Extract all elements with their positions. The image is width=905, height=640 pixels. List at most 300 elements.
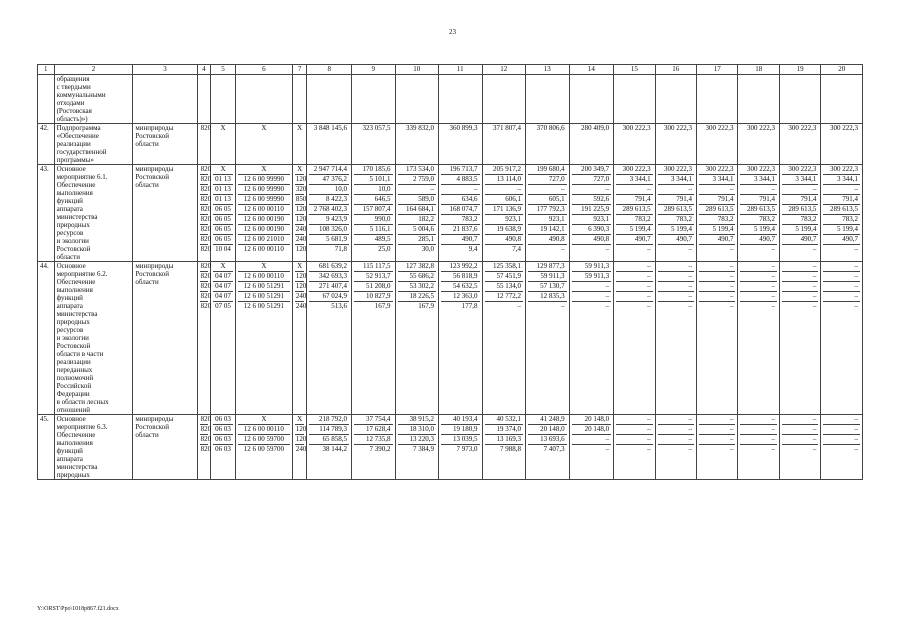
value-line: 13 693,6: [528, 435, 567, 445]
value-line: 167,9: [418, 302, 435, 310]
amount-cell: [779, 262, 820, 415]
code-cell: [292, 165, 307, 262]
text-line: области: [56, 253, 80, 261]
value-line: 173 534,0: [398, 165, 437, 175]
value-line: 177 792,3: [528, 205, 567, 215]
value-line: 791,4: [699, 195, 735, 205]
value-line: 9 423,9: [309, 215, 349, 225]
value-line: –: [823, 292, 860, 302]
code-cell: [211, 165, 236, 262]
value-line: –: [699, 415, 735, 425]
value-line: 13 220,3: [398, 435, 437, 445]
value-line: –: [782, 415, 818, 425]
value-line: 120: [295, 245, 307, 253]
value-line: 490,7: [823, 235, 860, 245]
value-line: –: [572, 435, 612, 445]
text-line: министерства: [56, 213, 98, 221]
value-line: –: [782, 262, 818, 272]
value-line: 3 344,1: [699, 175, 735, 185]
text-line: отходами: [56, 99, 85, 107]
value-line: 3 344,1: [740, 175, 776, 185]
value-line: –: [823, 415, 860, 425]
value-line: 342 693,3: [309, 272, 349, 282]
amount-cell: [697, 262, 738, 415]
empty-cell: [395, 75, 439, 124]
value-line: 300 222,3: [782, 165, 818, 175]
value-line: X: [238, 415, 290, 425]
value-line: 5 199,4: [616, 225, 652, 235]
value-line: 10,0: [354, 185, 393, 195]
text-line: ресурсов: [56, 326, 84, 334]
amount-cell: [307, 124, 352, 165]
value-line: 40 532,1: [485, 415, 524, 425]
column-number-cell: 15: [614, 65, 655, 75]
name-cell: [54, 415, 133, 480]
value-line: 5 199,4: [740, 225, 776, 235]
value-line: 820: [200, 175, 212, 183]
value-line: 783,2: [658, 215, 694, 225]
value-line: 783,2: [441, 215, 480, 225]
text-line: аппарата: [56, 205, 83, 213]
value-line: 40 193,4: [441, 415, 480, 425]
amount-cell: [821, 124, 863, 165]
value-line: 3 344,1: [782, 175, 818, 185]
value-line: –: [517, 302, 522, 310]
text-line: области в части: [56, 350, 104, 358]
value-line: 820: [200, 302, 212, 310]
value-line: 67 024,9: [309, 292, 349, 302]
amount-cell: [569, 124, 614, 165]
column-number-cell: 13: [526, 65, 570, 75]
executor-cell: [133, 165, 197, 262]
row-number-cell: 45.: [38, 415, 55, 480]
value-line: 65 858,5: [309, 435, 349, 445]
value-line: 170 185,6: [354, 165, 393, 175]
value-line: 820: [200, 262, 212, 270]
value-line: 3 848 145,6: [313, 124, 347, 132]
value-line: 06 03: [215, 445, 231, 453]
value-line: –: [782, 435, 818, 445]
value-line: 280 409,0: [581, 124, 610, 132]
column-number-cell: 2: [54, 65, 133, 75]
text-line: «Обеспечение: [56, 132, 99, 140]
value-line: 783,2: [616, 215, 652, 225]
value-line: –: [729, 445, 734, 453]
value-line: 289 613,5: [616, 205, 652, 215]
table-row: [38, 415, 863, 480]
value-line: 01 13: [213, 185, 233, 195]
value-line: 820: [200, 185, 212, 193]
value-line: 12 363,0: [441, 292, 480, 302]
value-line: 7 407,3: [543, 445, 565, 453]
amount-cell: [779, 165, 820, 262]
value-line: 606,1: [485, 195, 524, 205]
value-line: 12 6 00 99990: [238, 185, 290, 195]
row-number-cell: 43.: [38, 165, 55, 262]
value-line: 820: [200, 205, 212, 213]
value-line: –: [616, 262, 652, 272]
value-line: 727,0: [572, 175, 612, 185]
text-line: министерства: [56, 310, 98, 318]
value-line: 320: [295, 185, 307, 193]
value-line: 12 6 00 51291: [238, 282, 290, 292]
value-line: 513,6: [331, 302, 347, 310]
value-line: –: [699, 282, 735, 292]
code-cell: [235, 262, 292, 415]
text-line: функций: [56, 197, 83, 205]
value-line: 10 04: [215, 245, 231, 253]
value-line: 5 004,6: [398, 225, 437, 235]
amount-cell: [738, 415, 779, 480]
value-line: –: [823, 272, 860, 282]
value-line: 820: [200, 425, 212, 433]
value-line: 12 835,3: [528, 292, 567, 302]
value-line: –: [729, 245, 734, 253]
code-cell: [235, 165, 292, 262]
table-row: [38, 75, 863, 124]
value-line: 06 05: [213, 225, 233, 235]
amount-cell: [526, 165, 570, 262]
row-number-cell: [38, 75, 55, 124]
text-line: Обеспечение: [56, 181, 96, 189]
empty-cell: [821, 75, 863, 124]
value-line: 490,7: [740, 235, 776, 245]
value-line: –: [740, 185, 776, 195]
text-line: минприроды: [135, 165, 174, 173]
amount-cell: [655, 415, 696, 480]
amount-cell: [395, 415, 439, 480]
value-line: 108 326,0: [309, 225, 349, 235]
value-line: 12 6 00 99990: [238, 195, 290, 205]
value-line: X: [295, 262, 305, 272]
value-line: 820: [200, 195, 212, 203]
text-line: области: [135, 181, 159, 189]
value-line: –: [616, 415, 652, 425]
value-line: 07 05: [215, 302, 231, 310]
column-number-cell: 11: [439, 65, 483, 75]
value-line: 06 05: [213, 205, 233, 215]
value-line: –: [528, 185, 567, 195]
footer-file-path: Y:\ORST\Ppo\1018p867.f21.docx: [37, 606, 119, 612]
value-line: –: [699, 272, 735, 282]
column-number-cell: 9: [351, 65, 395, 75]
value-line: –: [812, 245, 817, 253]
code-cell: [197, 262, 210, 415]
text-line: выполнения: [56, 286, 93, 294]
value-line: 490,7: [441, 235, 480, 245]
value-line: 19 142,1: [528, 225, 567, 235]
value-line: 490,7: [782, 235, 818, 245]
value-line: –: [616, 185, 652, 195]
amount-cell: [569, 262, 614, 415]
value-line: –: [616, 425, 652, 435]
value-line: 59 911,3: [572, 262, 612, 272]
value-line: 123 992,2: [441, 262, 480, 272]
text-line: мероприятие 6.3.: [56, 423, 108, 431]
value-line: 300 222,3: [823, 165, 860, 175]
value-line: 54 632,5: [441, 282, 480, 292]
column-number-cell: 1: [38, 65, 55, 75]
amount-cell: [439, 124, 483, 165]
value-line: 300 222,3: [788, 124, 817, 132]
empty-cell: [133, 75, 197, 124]
text-line: реализации: [56, 358, 91, 366]
value-line: –: [782, 282, 818, 292]
code-cell: [235, 415, 292, 480]
text-line: и экологии: [56, 334, 89, 342]
value-line: –: [823, 262, 860, 272]
text-line: Основное: [56, 165, 86, 173]
value-line: 129 877,3: [528, 262, 567, 272]
value-line: X: [295, 415, 305, 425]
value-line: 196 713,7: [441, 165, 480, 175]
value-line: 12 6 00 51291: [243, 302, 285, 310]
amount-cell: [482, 165, 526, 262]
text-line: реализации: [56, 140, 91, 148]
value-line: –: [647, 445, 651, 453]
column-number-cell: 10: [395, 65, 439, 75]
value-line: 300 222,3: [658, 165, 694, 175]
value-line: X: [238, 262, 290, 272]
value-line: 490,8: [485, 235, 524, 245]
value-line: 490,7: [616, 235, 652, 245]
value-line: 289 613,5: [699, 205, 735, 215]
value-line: 17 628,4: [354, 425, 393, 435]
text-line: программы»: [56, 156, 94, 164]
empty-cell: [439, 75, 483, 124]
value-line: 6 390,3: [572, 225, 612, 235]
value-line: –: [572, 185, 612, 195]
value-line: 370 806,6: [536, 124, 565, 132]
value-line: –: [561, 302, 565, 310]
value-line: 127 382,8: [398, 262, 437, 272]
value-line: 18 226,5: [398, 292, 437, 302]
text-line: природных: [56, 318, 90, 326]
value-line: 4 883,5: [441, 175, 480, 185]
value-line: 13 114,0: [485, 175, 524, 185]
column-number-cell: 19: [779, 65, 820, 75]
value-line: 06 03: [213, 415, 233, 425]
text-line: аппарата: [56, 302, 83, 310]
code-cell: [292, 124, 307, 165]
value-line: –: [854, 445, 858, 453]
value-line: 52 913,7: [354, 272, 393, 282]
table-row: [38, 165, 863, 262]
value-line: 164 684,1: [398, 205, 437, 215]
value-line: 171 136,9: [485, 205, 524, 215]
text-line: Ростовской: [135, 423, 169, 431]
text-line: мероприятие 6.2.: [56, 270, 108, 278]
amount-cell: [697, 124, 738, 165]
value-line: 285,1: [398, 235, 437, 245]
column-number-cell: 6: [235, 65, 292, 75]
value-line: 592,6: [572, 195, 612, 205]
value-line: 300 222,3: [622, 124, 651, 132]
text-line: области: [135, 431, 159, 439]
value-line: 820: [200, 215, 212, 223]
code-cell: [292, 262, 307, 415]
value-line: 38 915,2: [398, 415, 437, 425]
value-line: 300 222,3: [830, 124, 858, 132]
text-line: природных: [56, 221, 90, 229]
code-cell: [197, 165, 210, 262]
value-line: X: [220, 124, 226, 132]
value-line: –: [740, 272, 776, 282]
amount-cell: [697, 165, 738, 262]
value-line: 12 6 00 21010: [238, 235, 290, 245]
value-line: 240: [295, 292, 307, 300]
value-line: 19 180,9: [441, 425, 480, 435]
amount-cell: [738, 262, 779, 415]
empty-cell: [655, 75, 696, 124]
column-number-cell: 7: [292, 65, 307, 75]
value-line: 12 6 00 51291: [238, 292, 290, 302]
value-line: –: [740, 282, 776, 292]
text-line: Федерации: [56, 390, 90, 398]
value-line: 120: [295, 175, 307, 183]
value-line: 59 911,3: [572, 272, 612, 282]
value-line: –: [782, 292, 818, 302]
value-line: 360 899,3: [449, 124, 478, 132]
value-line: 12 6 00 00190: [238, 225, 290, 235]
value-line: 20 148,0: [572, 425, 612, 435]
amount-cell: [614, 262, 655, 415]
text-line: области: [135, 278, 159, 286]
value-line: 7 988,8: [500, 445, 522, 453]
value-line: 06 03: [213, 435, 233, 445]
value-line: 12 6 00 00110: [238, 272, 290, 282]
amount-cell: [821, 262, 863, 415]
empty-cell: [697, 75, 738, 124]
table-row: [38, 124, 863, 165]
value-line: 12 6 00 00110: [238, 425, 290, 435]
value-line: –: [782, 185, 818, 195]
value-line: 2 768 402,3: [309, 205, 349, 215]
amount-cell: [307, 415, 352, 480]
value-line: 5 199,4: [658, 225, 694, 235]
value-line: 791,4: [740, 195, 776, 205]
value-line: 51 208,0: [354, 282, 393, 292]
text-line: переданных: [56, 366, 93, 374]
value-line: –: [699, 262, 735, 272]
value-line: –: [647, 245, 651, 253]
amount-cell: [655, 165, 696, 262]
value-line: 114 789,3: [309, 425, 349, 435]
amount-cell: [439, 415, 483, 480]
amount-cell: [526, 124, 570, 165]
value-line: 5 199,4: [699, 225, 735, 235]
value-line: 7 384,9: [413, 445, 435, 453]
value-line: 300 222,3: [740, 165, 776, 175]
value-line: –: [812, 302, 817, 310]
code-cell: [197, 415, 210, 480]
value-line: 923,1: [572, 215, 612, 225]
value-line: 168 074,7: [441, 205, 480, 215]
value-line: 25,0: [378, 245, 391, 253]
row-number-cell: 44.: [38, 262, 55, 415]
value-line: 791,4: [823, 195, 860, 205]
value-line: 634,6: [441, 195, 480, 205]
value-line: 7 973,0: [456, 445, 478, 453]
value-line: 923,1: [528, 215, 567, 225]
value-line: 820: [200, 435, 212, 443]
value-line: 240: [295, 445, 307, 453]
amount-cell: [569, 165, 614, 262]
text-line: Основное: [56, 262, 86, 270]
row-number-cell: 42.: [38, 124, 55, 165]
value-line: 115 117,5: [354, 262, 393, 272]
text-line: минприроды: [135, 262, 174, 270]
value-line: 3 344,1: [616, 175, 652, 185]
value-line: 490,8: [528, 235, 567, 245]
table-row: [38, 262, 863, 415]
value-line: 13 169,3: [485, 435, 524, 445]
value-line: 120: [295, 435, 307, 443]
amount-cell: [697, 415, 738, 480]
text-line: природных: [56, 471, 90, 479]
text-line: выполнения: [56, 189, 93, 197]
value-line: 289 613,5: [823, 205, 860, 215]
value-line: 57 451,9: [485, 272, 524, 282]
value-line: 783,2: [823, 215, 860, 225]
value-line: 218 792,0: [309, 415, 349, 425]
value-line: 9,4: [468, 245, 478, 253]
value-line: –: [647, 302, 651, 310]
column-number-cell: 18: [738, 65, 779, 75]
value-line: 240: [295, 235, 307, 243]
text-line: Обеспечение: [56, 431, 96, 439]
value-line: 205 917,2: [485, 165, 524, 175]
text-line: обращения: [56, 75, 90, 83]
value-line: 783,2: [740, 215, 776, 225]
value-line: 12 6 00 00110: [238, 205, 290, 215]
text-line: Ростовской: [56, 342, 91, 350]
text-line: министерства: [56, 463, 98, 471]
empty-cell: [235, 75, 292, 124]
value-line: 01 13: [213, 175, 233, 185]
value-line: 820: [200, 272, 212, 280]
value-line: 182,2: [398, 215, 437, 225]
value-line: X: [261, 124, 267, 132]
text-line: (Ростовская: [56, 107, 92, 115]
value-line: 18 310,0: [398, 425, 437, 435]
value-line: 125 358,1: [485, 262, 524, 272]
value-line: –: [782, 272, 818, 282]
value-line: 300 222,3: [616, 165, 652, 175]
value-line: 271 407,4: [309, 282, 349, 292]
value-line: 646,5: [354, 195, 393, 205]
value-line: 01 13: [213, 195, 233, 205]
value-line: –: [771, 245, 775, 253]
name-cell: [54, 262, 133, 415]
value-line: X: [297, 124, 303, 132]
value-line: –: [616, 435, 652, 445]
empty-cell: [211, 75, 236, 124]
value-line: 47 376,2: [309, 175, 349, 185]
value-line: 53 302,2: [398, 282, 437, 292]
value-line: 12 772,2: [485, 292, 524, 302]
value-line: 300 222,3: [746, 124, 775, 132]
text-line: Ростовской: [56, 245, 91, 253]
value-line: 10 827,9: [354, 292, 393, 302]
value-line: 289 613,5: [658, 205, 694, 215]
value-line: 04 07: [213, 292, 233, 302]
value-line: –: [699, 435, 735, 445]
value-line: 3 344,1: [823, 175, 860, 185]
empty-cell: [738, 75, 779, 124]
value-line: 20 148,0: [528, 425, 567, 435]
amount-cell: [779, 124, 820, 165]
